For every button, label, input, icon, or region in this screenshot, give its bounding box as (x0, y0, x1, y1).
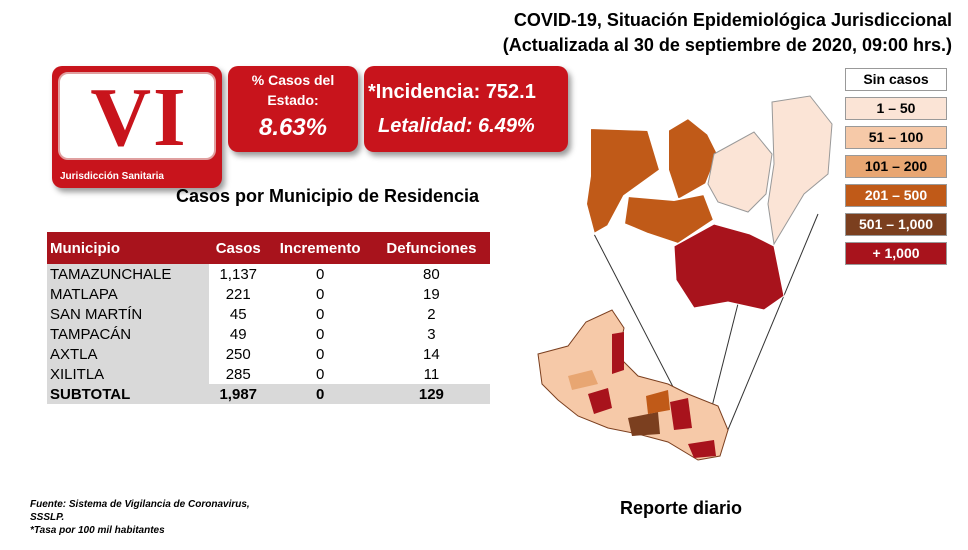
column-header-incremento: Incremento (268, 232, 373, 264)
jurisdiction-label: Jurisdicción Sanitaria (60, 171, 164, 182)
jurisdiction-map (528, 84, 838, 474)
cell-defunciones: 2 (427, 305, 436, 323)
legend-item: 1 – 50 (845, 97, 947, 120)
cell-defunciones: 3 (427, 325, 436, 343)
cell-subtotal-defunciones: 129 (373, 384, 490, 404)
cell-incremento: 0 (316, 345, 325, 363)
title-line-2: (Actualizada al 30 de septiembre de 2020, 09:00 hrs.) (502, 35, 952, 55)
table-row (47, 304, 490, 324)
cell-municipio: SAN MARTÍN (47, 304, 209, 324)
legend-item: + 1,000 (845, 242, 947, 265)
cell-defunciones: 80 (423, 265, 440, 283)
cell-casos: 221 (225, 285, 251, 303)
jurisdiction-badge (52, 66, 222, 188)
legend-item: 501 – 1,000 (845, 213, 947, 236)
cell-casos: 250 (225, 345, 251, 363)
cell-incremento: 0 (316, 285, 325, 303)
cell-defunciones: 11 (423, 365, 440, 383)
table-row (47, 344, 490, 364)
state-percentage-label: % Casos del Estado: (251, 72, 335, 108)
source-line-2: SSSLP. (30, 512, 65, 523)
incidence-value: *Incidencia: 752.1 (368, 81, 536, 103)
cell-subtotal-incremento: 0 (268, 384, 373, 404)
table-row (47, 324, 490, 344)
table-header-row (47, 232, 490, 264)
cell-casos: 1,137 (219, 265, 258, 283)
cell-casos: 285 (225, 365, 251, 383)
table-row (47, 284, 490, 304)
column-header-municipio: Municipio (47, 232, 209, 264)
state-map (538, 310, 728, 460)
column-header-casos: Casos (209, 232, 268, 264)
cell-municipio: TAMPACÁN (47, 324, 209, 344)
state-percentage-value: 8.63% (258, 114, 328, 141)
column-header-defunciones: Defunciones (373, 232, 490, 264)
cell-subtotal-label: SUBTOTAL (47, 384, 209, 404)
report-label: Reporte diario (620, 498, 743, 518)
lethality-value: Letalidad: 6.49% (378, 115, 535, 137)
municipality-san-martin (768, 96, 832, 244)
cell-subtotal-casos: 1,987 (209, 384, 268, 404)
cell-casos: 45 (229, 305, 247, 323)
page-title (503, 8, 952, 58)
cell-municipio: TAMAZUNCHALE (47, 264, 209, 284)
legend-item: 201 – 500 (845, 184, 947, 207)
section-title: Casos por Municipio de Residencia (176, 186, 480, 206)
jurisdiction-numeral: VI (90, 71, 188, 164)
legend-item: 51 – 100 (845, 126, 947, 149)
cell-incremento: 0 (316, 305, 325, 323)
cell-defunciones: 14 (423, 345, 440, 363)
cell-municipio: AXTLA (47, 344, 209, 364)
municipality-tampacan (708, 132, 772, 212)
cell-municipio: XILITLA (47, 364, 209, 384)
title-line-1: COVID-19, Situación Epidemiológica Jurisdiccional (513, 10, 952, 30)
cell-incremento: 0 (316, 325, 325, 343)
map-legend (845, 68, 947, 271)
cases-table (47, 232, 490, 404)
table-row (47, 264, 490, 284)
cell-defunciones: 19 (423, 285, 440, 303)
legend-item: Sin casos (845, 68, 947, 91)
rate-note: *Tasa por 100 mil habitantes (30, 525, 165, 536)
footer-notes (30, 498, 250, 537)
cell-incremento: 0 (316, 365, 325, 383)
badge-inner (58, 71, 216, 164)
state-municipality-highlight (612, 332, 624, 374)
source-line-1: Fuente: Sistema de Vigilancia de Coronavirus, (30, 499, 250, 510)
legend-item: 101 – 200 (845, 155, 947, 178)
state-percentage-card (228, 66, 358, 152)
cell-municipio: MATLAPA (47, 284, 209, 304)
cell-incremento: 0 (316, 265, 325, 283)
cell-casos: 49 (229, 325, 247, 343)
table-row (47, 364, 490, 384)
municipality-tamazunchale (674, 224, 784, 310)
subtotal-row (47, 384, 490, 404)
